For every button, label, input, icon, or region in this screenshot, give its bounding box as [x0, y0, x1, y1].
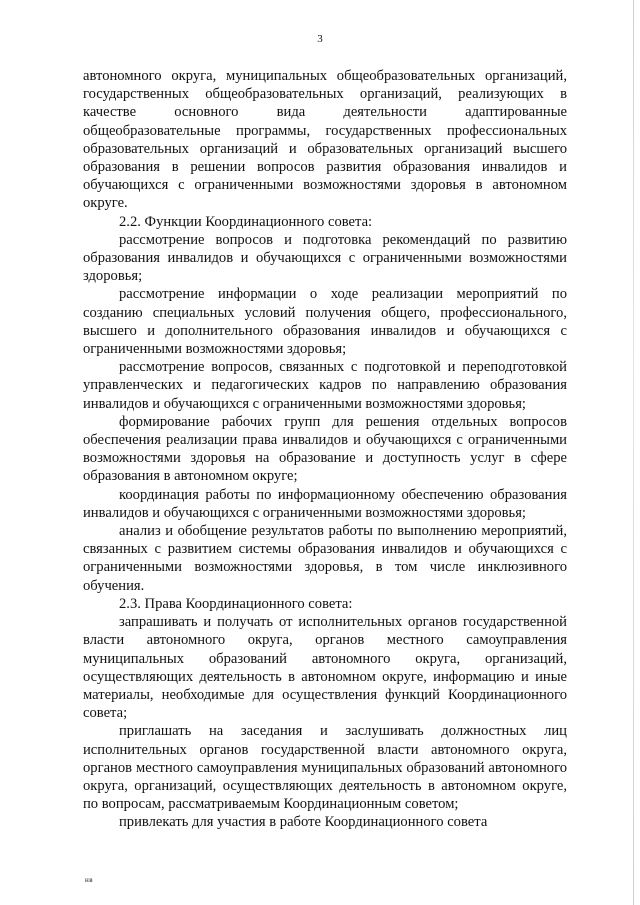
section-heading: 2.2. Функции Координационного совета:	[119, 213, 373, 230]
list-item: рассмотрение вопросов, связанных с подготовкой и переподготовкой управленческих и педагогических кадров по направлению образования инвалидов и обучающихся с ограниченными возможностями здоровья;	[83, 359, 567, 412]
document-body	[83, 67, 567, 832]
footer-initials: нв	[85, 876, 94, 884]
section-heading: 2.3. Права Координационного совета:	[119, 595, 353, 612]
list-item: формирование рабочих групп для решения отдельных вопросов обеспечения реализации права инвалидов и обучающихся с ограниченными возможностями здоровья на образование и доступность услуг в сфере образования в автономном округе;	[83, 413, 567, 485]
list-item: приглашать на заседания и заслушивать должностных лиц исполнительных органов государственной власти автономного округа, органов местного самоуправления муниципальных образований автономного округа, организаций, осуществляющих деятельность в автономном округе, по вопросам, рассматриваемым Координационным советом;	[83, 723, 567, 813]
paragraph: автономного округа, муниципальных общеобразовательных организаций, государственных общеобразовательных организаций, реализующих в качестве основного вида деятельности адаптированные общеобразовательные программы, государственных профессиональных образовательных организаций и образовательных организаций высшего образования в решении вопросов развития образования инвалидов и обучающихся с ограниченными возможностями здоровья в автономном округе.	[83, 68, 567, 212]
list-item: рассмотрение информации о ходе реализации мероприятий по созданию специальных условий получения общего, профессионального, высшего и дополнительного образования инвалидов и обучающихся с ограниченными возможностями здоровья;	[83, 286, 567, 358]
list-item: координация работы по информационному обеспечению образования инвалидов и обучающихся с ограниченными возможностями здоровья;	[83, 486, 567, 521]
scan-edge-line	[633, 0, 634, 905]
list-item: анализ и обобщение результатов работы по выполнению мероприятий, связанных с развитием системы образования инвалидов и обучающихся с ограниченными возможностями здоровья, в том числе инклюзивного обучения.	[83, 523, 567, 594]
list-item: запрашивать и получать от исполнительных органов государственной власти автономного округа, органов местного самоуправления муниципальных образований автономного округа, организаций, осуществляющих деятельность в автономном округе, информацию и иные материалы, необходимые для осуществления функций Координационного совета;	[83, 614, 567, 722]
page-number: 3	[317, 33, 323, 45]
list-item: рассмотрение вопросов и подготовка рекомендаций по развитию образования инвалидов и обучающихся с ограниченными возможностями здоровья;	[83, 231, 567, 285]
list-item: привлекать для участия в работе Координационного совета	[119, 814, 488, 831]
